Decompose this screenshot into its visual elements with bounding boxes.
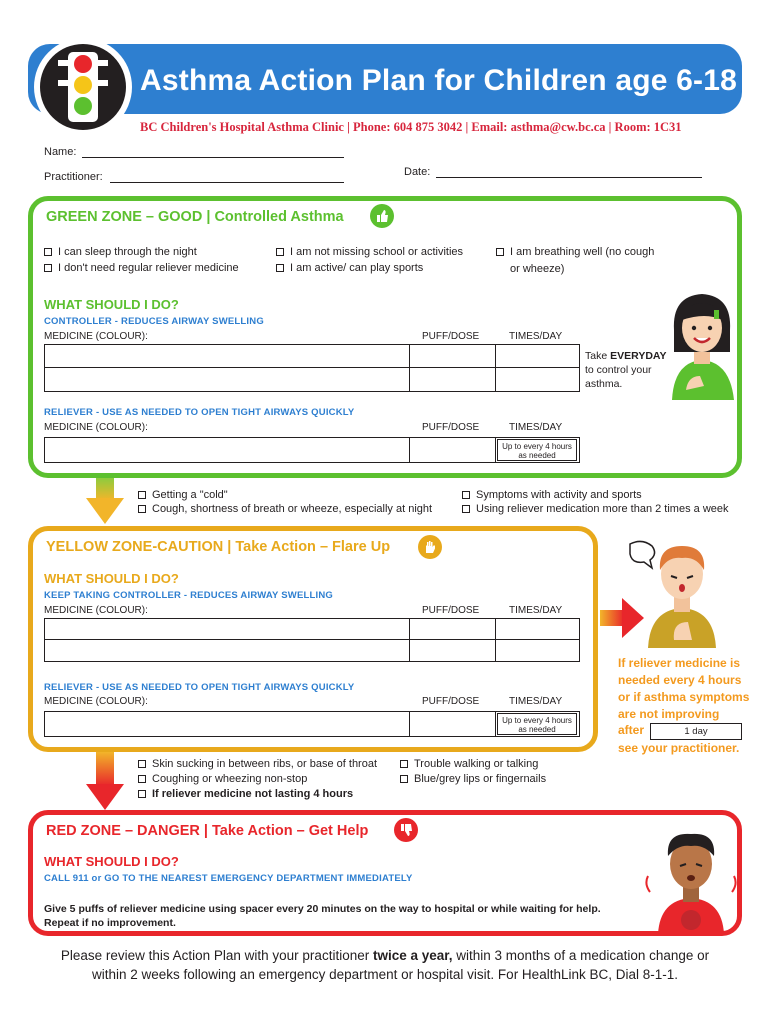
note-line: as needed [518, 451, 556, 460]
checkbox[interactable] [138, 760, 146, 768]
puff-label: PUFF/DOSE [422, 331, 480, 342]
note-text: Take [585, 350, 611, 362]
red-what-heading: WHAT SHOULD I DO? [44, 854, 179, 869]
check-label: I am active/ can play sports [290, 262, 424, 274]
footer-text: within 2 weeks following an emergency department or hospital visit. For HealthLink BC, Dial 8-1-1. [91, 967, 679, 982]
green-bulb [74, 97, 92, 115]
green-zone-title [46, 209, 344, 225]
take-everyday-note [585, 349, 667, 391]
note-text: asthma. [585, 378, 623, 390]
advice-line: needed every 4 hours [618, 673, 742, 687]
check-label: Skin sucking in between ribs, or base of throat [152, 758, 378, 770]
arrow-down-head [86, 784, 124, 810]
child-coughing-icon [644, 540, 720, 648]
green-zone-title-main: GREEN ZONE – GOOD [46, 209, 203, 225]
practitioner-field[interactable] [110, 182, 344, 183]
days-field[interactable]: 1 day [650, 723, 742, 740]
reliever-frequency-note [497, 439, 577, 461]
arrow-down-head [86, 498, 124, 524]
page-title: Asthma Action Plan for Children age 6-18 [140, 64, 737, 97]
check-label: Coughing or wheezing non-stop [152, 773, 308, 785]
check-label: Trouble walking or talking [414, 758, 539, 770]
red-trigger-item[interactable] [138, 771, 307, 787]
advice-after-label: after [618, 723, 645, 737]
advice-line: or if asthma symptoms [618, 690, 750, 704]
table-col-divider [495, 618, 496, 662]
yellow-zone-title [46, 539, 390, 555]
name-field[interactable] [82, 157, 344, 158]
checkbox[interactable] [44, 264, 52, 272]
check-label: Symptoms with activity and sports [476, 489, 642, 501]
times-label: TIMES/DAY [509, 696, 563, 707]
green-check-item[interactable] [44, 260, 239, 276]
table-col-divider [409, 711, 410, 737]
instruction-line: Give 5 puffs of reliever medicine using spacer every 20 minutes on the way to hospital or while waiting for help. [44, 903, 601, 915]
check-label: I am not missing school or activities [290, 246, 464, 258]
check-label: I can sleep through the night [58, 246, 197, 258]
check-label-continued: or wheeze) [510, 263, 565, 275]
table-col-divider [495, 344, 496, 392]
yellow-zone-title-sub: Take Action – Flare Up [235, 539, 391, 555]
arrow-down-icon [96, 752, 114, 786]
red-trigger-item[interactable] [138, 756, 377, 772]
green-reliever-heading: RELIEVER - USE AS NEEDED TO OPEN TIGHT AIRWAYS QUICKLY [44, 407, 355, 418]
note-line: Up to every 4 hours [502, 716, 572, 725]
red-give-instruction [44, 902, 601, 930]
table-row-divider [44, 639, 580, 640]
reliever-medicine-input[interactable] [46, 439, 407, 461]
checkbox[interactable] [44, 248, 52, 256]
date-label: Date: [404, 166, 431, 178]
yellow-controller-heading: KEEP TAKING CONTROLLER - REDUCES AIRWAY SWELLING [44, 590, 333, 601]
arrow-right-icon [600, 598, 644, 638]
green-check-item[interactable] [276, 244, 463, 260]
table-col-divider [409, 437, 410, 463]
checkbox[interactable] [462, 505, 470, 513]
yellow-zone-title-main: YELLOW ZONE-CAUTION [46, 539, 224, 555]
puff-label: PUFF/DOSE [422, 696, 480, 707]
thumbs-up-icon [370, 204, 394, 228]
checkbox[interactable] [400, 760, 408, 768]
practitioner-label: Practitioner: [44, 171, 103, 183]
advice-line: If reliever medicine is [618, 656, 741, 670]
advice-see-practitioner: see your practitioner. [618, 741, 740, 755]
medicine-label: MEDICINE (COLOUR): [44, 422, 148, 433]
title-separator: | [206, 209, 211, 225]
table-row-divider [44, 367, 580, 368]
table-col-divider [495, 711, 496, 737]
name-label: Name: [44, 146, 77, 158]
yellow-what-heading: WHAT SHOULD I DO? [44, 571, 179, 586]
green-check-item[interactable] [496, 244, 654, 260]
title-separator: | [227, 539, 232, 555]
red-trigger-item[interactable] [400, 756, 538, 772]
checkbox[interactable] [462, 491, 470, 499]
green-controller-heading: CONTROLLER - REDUCES AIRWAY SWELLING [44, 316, 264, 327]
puff-label: PUFF/DOSE [422, 605, 480, 616]
yellow-controller-input-1[interactable] [46, 620, 407, 638]
clinic-contact-line: BC Children's Hospital Asthma Clinic | Phone: 604 875 3042 | Email: asthma@cw.bc.ca | Room: 1C31 [140, 120, 682, 134]
times-label: TIMES/DAY [509, 331, 563, 342]
controller-medicine-input-2[interactable] [46, 369, 407, 390]
table-col-divider [409, 618, 410, 662]
medicine-label: MEDICINE (COLOUR): [44, 331, 148, 342]
note-text: to control your [585, 364, 652, 376]
times-label: TIMES/DAY [509, 605, 563, 616]
medicine-label: MEDICINE (COLOUR): [44, 696, 148, 707]
checkbox[interactable] [496, 248, 504, 256]
checkbox[interactable] [400, 775, 408, 783]
reliever-frequency-note [497, 713, 577, 735]
traffic-light-wing [58, 60, 70, 66]
table-col-divider [495, 437, 496, 463]
child-distress-icon [644, 826, 738, 934]
green-zone-title-sub: Controlled Asthma [214, 209, 344, 225]
red-call-instruction: CALL 911 or GO TO THE NEAREST EMERGENCY DEPARTMENT IMMEDIATELY [44, 873, 413, 884]
note-line: as needed [518, 725, 556, 734]
check-label: I don't need regular reliever medicine [58, 262, 239, 274]
medicine-label: MEDICINE (COLOUR): [44, 605, 148, 616]
red-zone-title-sub: Take Action – Get Help [212, 823, 369, 839]
title-separator: | [203, 823, 208, 839]
red-bulb [74, 55, 92, 73]
note-bold: EVERYDAY [610, 350, 667, 362]
footer-text: Please review this Action Plan with your practitioner [60, 948, 373, 963]
instruction-line: Repeat if no improvement. [44, 917, 176, 929]
checkbox[interactable] [138, 505, 146, 513]
footer-bold: twice a year, [372, 948, 453, 963]
check-label: Blue/grey lips or fingernails [414, 773, 547, 785]
puff-label: PUFF/DOSE [422, 422, 480, 433]
yellow-advice [618, 655, 749, 723]
yellow-bulb [74, 76, 92, 94]
child-happy-icon [664, 290, 740, 400]
advice-line: are not improving [618, 707, 720, 721]
red-zone-title-main: RED ZONE – DANGER [46, 823, 200, 839]
arrow-down-icon [96, 478, 114, 500]
check-label: Cough, shortness of breath or wheeze, especially at night [152, 503, 433, 515]
checkbox[interactable] [138, 775, 146, 783]
check-label: Getting a "cold" [152, 489, 228, 501]
footer-note [20, 946, 750, 984]
yellow-trigger-item[interactable] [138, 501, 432, 517]
traffic-light-wing [96, 80, 108, 86]
check-label: I am breathing well (no cough [510, 246, 655, 258]
controller-medicine-input-1[interactable] [46, 346, 407, 366]
green-check-item[interactable] [276, 260, 423, 276]
checkbox[interactable] [138, 491, 146, 499]
check-label: If reliever medicine not lasting 4 hours [152, 788, 354, 800]
checkbox[interactable] [276, 248, 284, 256]
traffic-light-wing [96, 60, 108, 66]
footer-text: within 3 months of a medication change or [452, 948, 710, 963]
yellow-reliever-input[interactable] [46, 713, 407, 735]
yellow-reliever-heading: RELIEVER - USE AS NEEDED TO OPEN TIGHT AIRWAYS QUICKLY [44, 682, 355, 693]
hand-icon [418, 535, 442, 559]
traffic-light-wing [58, 80, 70, 86]
checkbox[interactable] [138, 790, 146, 798]
green-check-item[interactable] [44, 244, 197, 260]
table-col-divider [409, 344, 410, 392]
checkbox[interactable] [276, 264, 284, 272]
yellow-controller-input-2[interactable] [46, 641, 407, 660]
times-label: TIMES/DAY [509, 422, 563, 433]
date-field[interactable] [436, 177, 702, 178]
thumbs-down-icon [394, 818, 418, 842]
red-zone-title [46, 823, 368, 839]
note-line: Up to every 4 hours [502, 442, 572, 451]
red-trigger-item[interactable] [138, 786, 353, 802]
yellow-trigger-item[interactable] [462, 501, 729, 517]
check-label: Using reliever medication more than 2 times a week [476, 503, 729, 515]
red-trigger-item[interactable] [400, 771, 546, 787]
green-what-heading: WHAT SHOULD I DO? [44, 297, 179, 312]
